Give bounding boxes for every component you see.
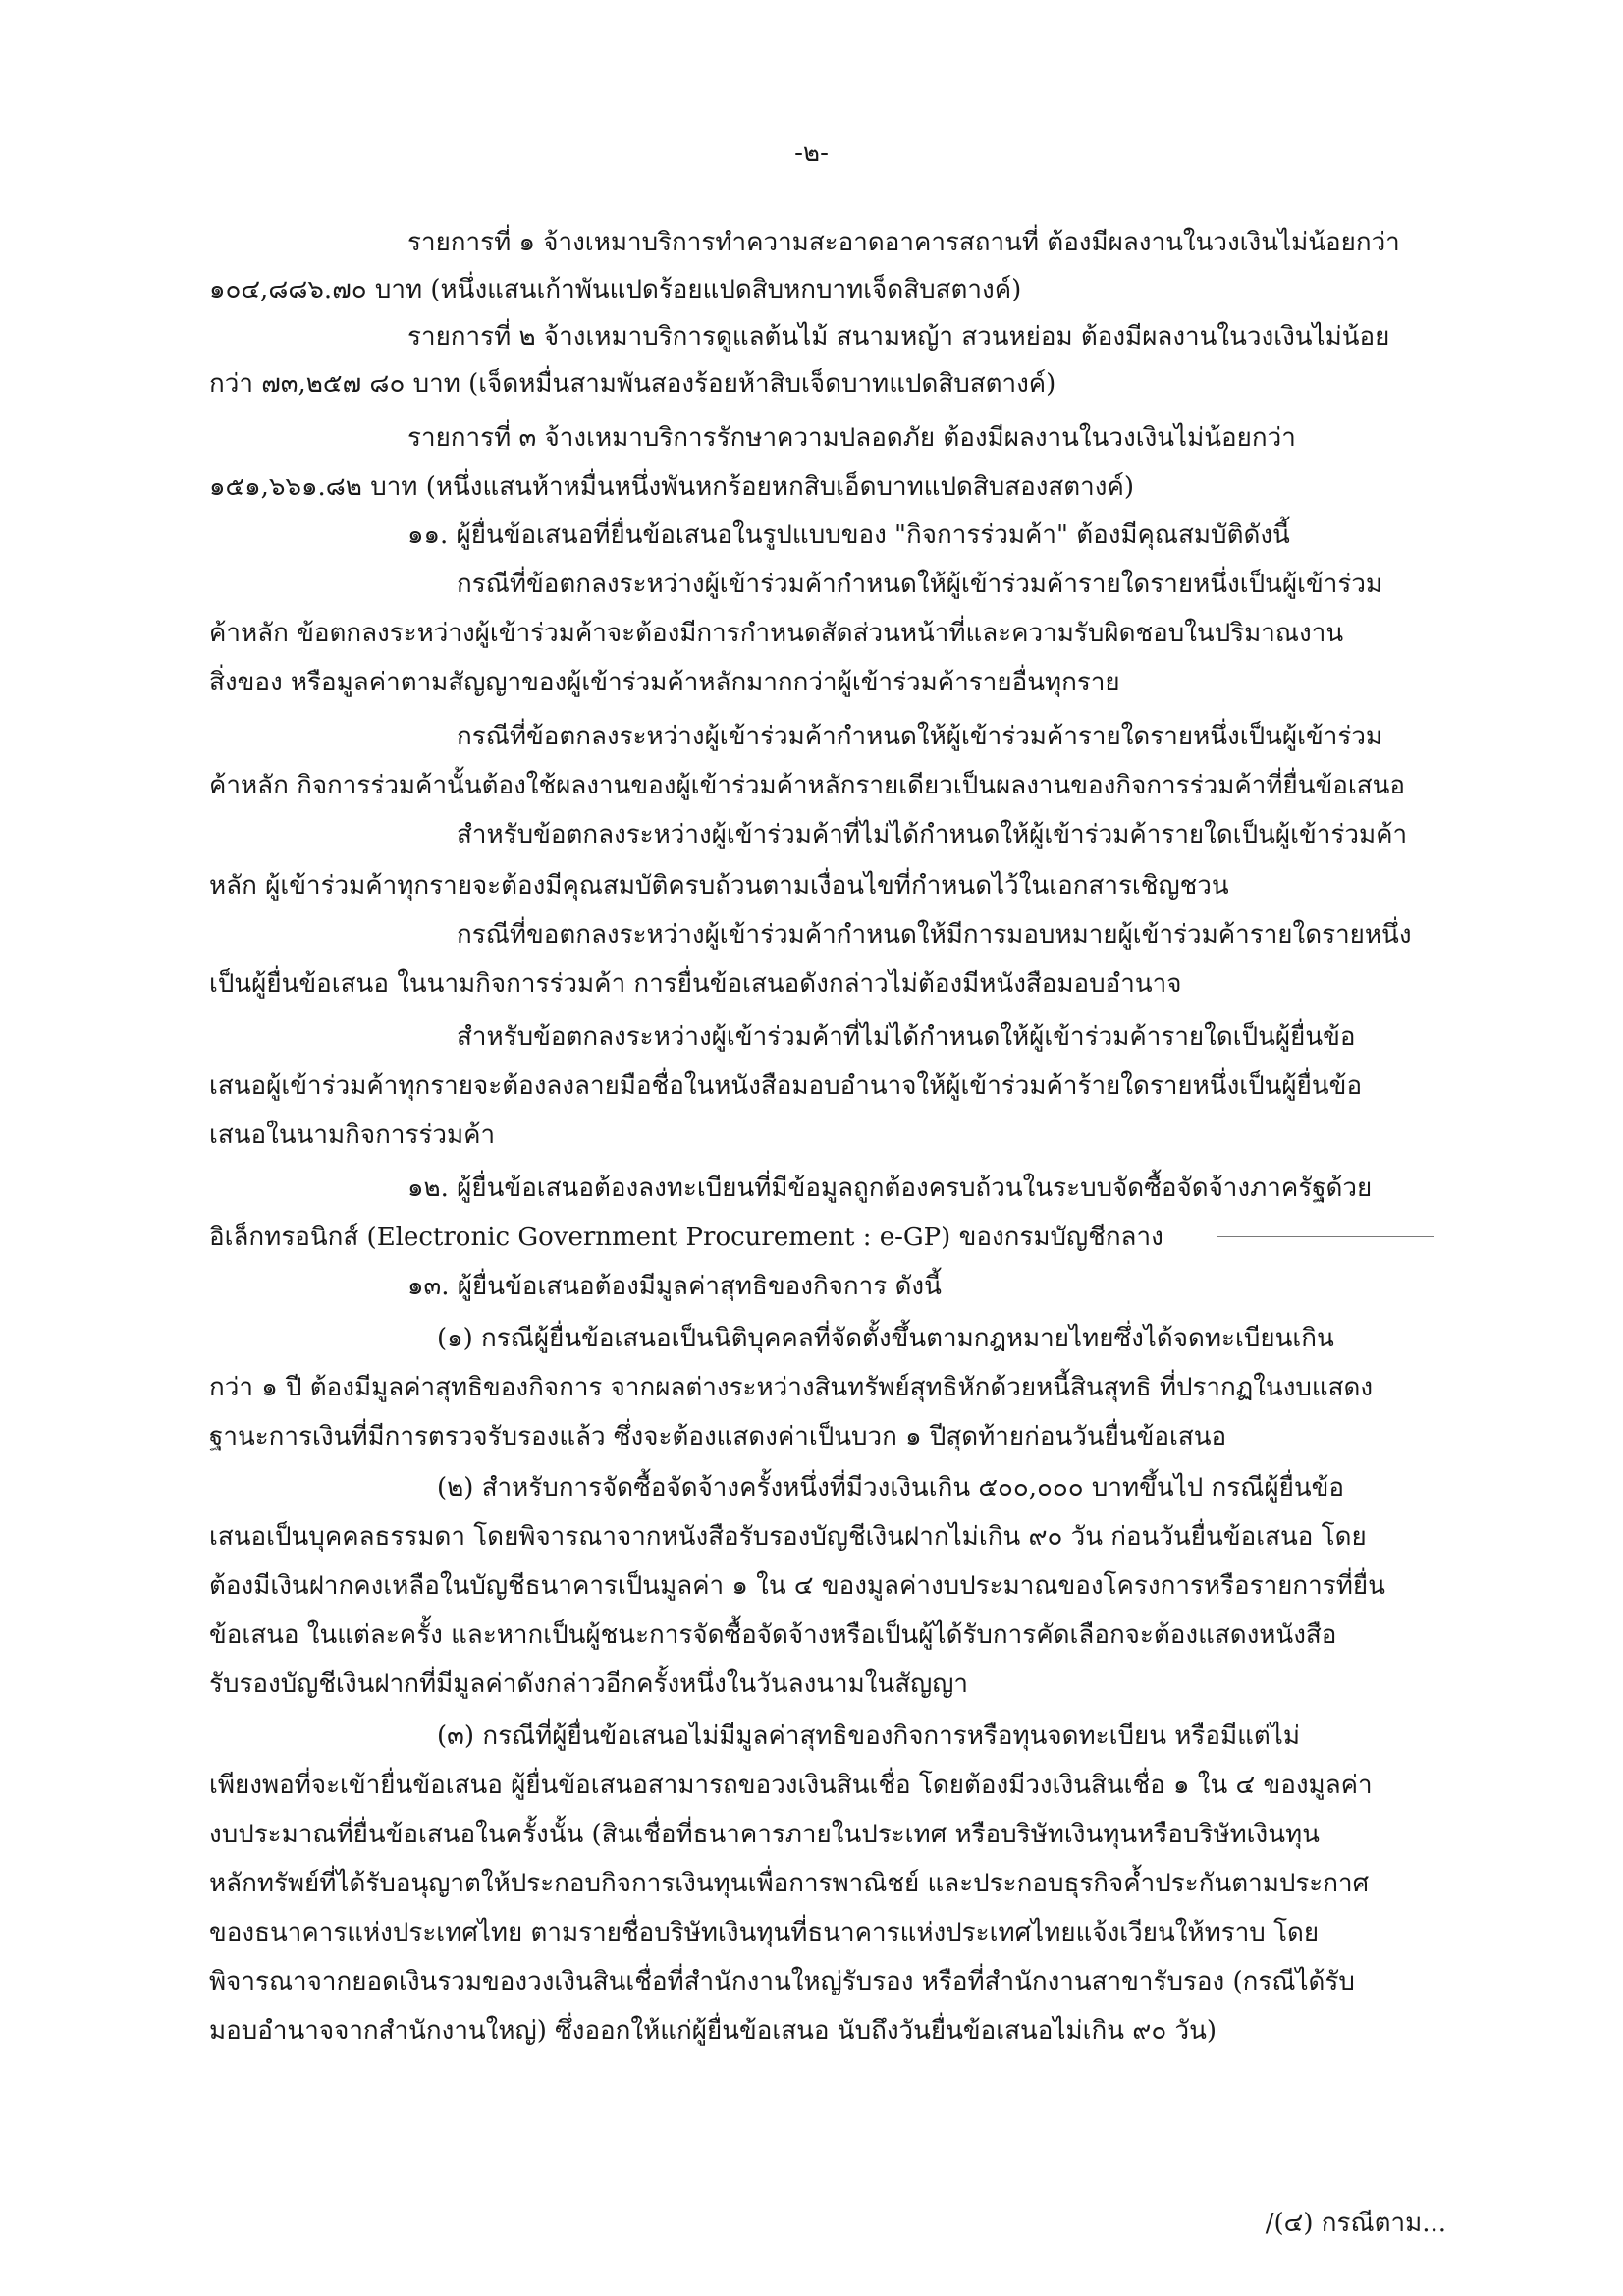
text-line: สำหรับข้อตกลงระหว่างผู้เข้าร่วมค้าที่ไม่ได้กำหนดให้ผู้เข้าร่วมค้ารายใดเป็นผู้เข้าร่วมค้า (457, 820, 1408, 849)
text-line: รับรองบัญชีเงินฝากที่มีมูลค่าดังกล่าวอีกครั้งหนึ่งในวันลงนามในสัญญา (209, 1669, 969, 1699)
text-line: ๑๒. ผู้ยื่นข้อเสนอต้องลงทะเบียนที่มีข้อมูลถูกต้องครบถ้วนในระบบจัดซื้อจัดจ้างภาครัฐด้วย (407, 1174, 1373, 1203)
text-line: รายการที่ ๑ จ้างเหมาบริการทำความสะอาดอาคารสถานที่ ต้องมีผลงานในวงเงินไม่น้อยกว่า (407, 228, 1400, 257)
text-line: หลักทรัพย์ที่ได้รับอนุญาตให้ประกอบกิจการเงินทุนเพื่อการพาณิชย์ และประกอบธุรกิจค้ำประกันตามประกาศ (209, 1869, 1370, 1898)
text-line: สิ่งของ หรือมูลค่าตามสัญญาของผู้เข้าร่วมค้าหลักมากกว่าผู้เข้าร่วมค้ารายอื่นทุกราย (209, 668, 1120, 697)
text-line: งบประมาณที่ยื่นข้อเสนอในครั้งนั้น (สินเชื่อที่ธนาคารภายในประเทศ หรือบริษัทเงินทุนหรือบริษัทเงินทุน (209, 1820, 1320, 1849)
text-line: กว่า ๗๓,๒๕๗ ๘๐ บาท (เจ็ดหมื่นสามพันสองร้อยห้าสิบเจ็ดบาทแปดสิบสตางค์) (209, 369, 1056, 399)
text-line: เสนอเป็นบุคคลธรรมดา โดยพิจารณาจากหนังสือรับรองบัญชีเงินฝากไม่เกิน ๙๐ วัน ก่อนวันยื่นข้อเสนอ โดย (209, 1522, 1367, 1552)
text-line: สำหรับข้อตกลงระหว่างผู้เข้าร่วมค้าที่ไม่ได้กำหนดให้ผู้เข้าร่วมค้ารายใดเป็นผู้ยื่นข้อ (457, 1022, 1356, 1052)
text-line: ต้องมีเงินฝากคงเหลือในบัญชีธนาคารเป็นมูลค่า ๑ ใน ๔ ของมูลค่างบประมาณของโครงการหรือรายการที่ยื่น (209, 1571, 1385, 1601)
text-line: อิเล็กทรอนิกส์ (Electronic Government Procurement : e-GP) ของกรมบัญชีกลาง (209, 1223, 1163, 1252)
page-number: -๒- (794, 138, 829, 168)
text-line: ค้าหลัก ข้อตกลงระหว่างผู้เข้าร่วมค้าจะต้องมีการกำหนดสัดส่วนหน้าที่และความรับผิดชอบในปริมาณงาน (209, 619, 1344, 648)
text-line: ๑๓. ผู้ยื่นข้อเสนอต้องมีมูลค่าสุทธิของกิจการ ดังนี้ (407, 1272, 942, 1301)
text-line: ค้าหลัก กิจการร่วมค้านั้นต้องใช้ผลงานของผู้เข้าร่วมค้าหลักรายเดียวเป็นผลงานของกิจการร่วมค้าที่ยื่นข้อเสนอ (209, 771, 1406, 800)
text-line: มอบอำนาจจากสำนักงานใหญ่) ซึ่งออกให้แก่ผู้ยื่นข้อเสนอ นับถึงวันยื่นข้อเสนอไม่เกิน ๙๐ วัน) (209, 2016, 1217, 2046)
text-line: เสนอในนามกิจการร่วมค้า (209, 1121, 496, 1150)
text-line: กรณีที่ขอตกลงระหว่างผู้เข้าร่วมค้ากำหนดให้มีการมอบหมายผู้เข้าร่วมค้ารายใดรายหนึ่ง (457, 920, 1412, 950)
text-line: ๑๕๑,๖๖๑.๘๒ บาท (หนึ่งแสนห้าหมื่นหนึ่งพันหกร้อยหกสิบเอ็ดบาทแปดสิบสองสตางค์) (209, 472, 1135, 502)
text-line: ฐานะการเงินที่มีการตรวจรับรองแล้ว ซึ่งจะต้องแสดงค่าเป็นบวก ๑ ปีสุดท้ายก่อนวันยื่นข้อเสนอ (209, 1422, 1227, 1451)
text-line: รายการที่ ๒ จ้างเหมาบริการดูแลต้นไม้ สนามหญ้า สวนหย่อม ต้องมีผลงานในวงเงินไม่น้อย (407, 322, 1390, 352)
text-line: ๑๑. ผู้ยื่นข้อเสนอที่ยื่นข้อเสนอในรูปแบบของ "กิจการร่วมค้า" ต้องมีคุณสมบัติดังนี้ (407, 520, 1290, 550)
text-line: หลัก ผู้เข้าร่วมค้าทุกรายจะต้องมีคุณสมบัติครบถ้วนตามเงื่อนไขที่กำหนดไว้ในเอกสารเชิญชวน (209, 871, 1229, 901)
text-line: เป็นผู้ยื่นข้อเสนอ ในนามกิจการร่วมค้า การยื่นข้อเสนอดังกล่าวไม่ต้องมีหนังสือมอบอำนาจ (209, 969, 1182, 999)
strike-rule (1217, 1236, 1434, 1237)
continuation-note: /(๔) กรณีตาม... (1265, 2209, 1446, 2238)
text-line: พิจารณาจากยอดเงินรวมของวงเงินสินเชื่อที่สำนักงานใหญ่รับรอง หรือที่สำนักงานสาขารับรอง (กรณีได้รับ (209, 1967, 1355, 1996)
text-line: กรณีที่ข้อตกลงระหว่างผู้เข้าร่วมค้ากำหนดให้ผู้เข้าร่วมค้ารายใดรายหนึ่งเป็นผู้เข้าร่วม (457, 722, 1383, 751)
text-line: กรณีที่ข้อตกลงระหว่างผู้เข้าร่วมค้ากำหนดให้ผู้เข้าร่วมค้ารายใดรายหนึ่งเป็นผู้เข้าร่วม (457, 570, 1383, 599)
text-line: เสนอผู้เข้าร่วมค้าทุกรายจะต้องลงลายมือชื่อในหนังสือมอบอำนาจให้ผู้เข้าร่วมค้าร้ายใดรายหนึ่งเป็นผู้ยื่นข้อ (209, 1071, 1363, 1101)
text-line: กว่า ๑ ปี ต้องมีมูลค่าสุทธิของกิจการ จากผลต่างระหว่างสินทรัพย์สุทธิหักด้วยหนี้สินสุทธิ ที่ปรากฏในงบแสดง (209, 1373, 1374, 1402)
text-line: (๓) กรณีที่ผู้ยื่นข้อเสนอไม่มีมูลค่าสุทธิของกิจการหรือทุนจดทะเบียน หรือมีแต่ไม่ (437, 1722, 1300, 1751)
text-line: ๑๐๔,๘๘๖.๗๐ บาท (หนึ่งแสนเก้าพันแปดร้อยแปดสิบหกบาทเจ็ดสิบสตางค์) (209, 275, 1022, 304)
text-line: (๒) สำหรับการจัดซื้อจัดจ้างครั้งหนึ่งที่มีวงเงินเกิน ๕๐๐,๐๐๐ บาทขึ้นไป กรณีผู้ยื่นข้อ (437, 1473, 1345, 1503)
text-line: (๑) กรณีผู้ยื่นข้อเสนอเป็นนิติบุคคลที่จัดตั้งขึ้นตามกฎหมายไทยซึ่งได้จดทะเบียนเกิน (437, 1324, 1334, 1353)
text-line: ของธนาคารแห่งประเทศไทย ตามรายชื่อบริษัทเงินทุนที่ธนาคารแห่งประเทศไทยแจ้งเวียนให้ทราบ โดย (209, 1918, 1320, 1947)
text-line: รายการที่ ๓ จ้างเหมาบริการรักษาความปลอดภัย ต้องมีผลงานในวงเงินไม่น้อยกว่า (407, 423, 1296, 453)
text-line: เพียงพอที่จะเข้ายื่นข้อเสนอ ผู้ยื่นข้อเสนอสามารถขอวงเงินสินเชื่อ โดยต้องมีวงเงินสินเชื่อ ๑ ใน ๔ ของมูลค่า (209, 1771, 1373, 1800)
text-line: ข้อเสนอ ในแต่ละครั้ง และหากเป็นผู้ชนะการจัดซื้อจัดจ้างหรือเป็นผู้ได้รับการคัดเลือกจะต้องแสดงหนังสือ (209, 1620, 1337, 1650)
